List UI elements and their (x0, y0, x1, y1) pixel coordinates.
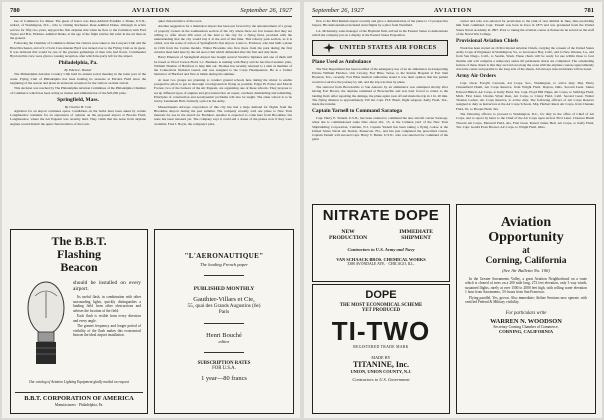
article-paragraph: Agitation for an airport continues apace. Candidates on the ballot have been asked by certain Longmeadow residents for an expression of opinion on the proposed airport at Bowles Field, Longmeadow, where the Air Pageant was recently held. They claim that the noise from airplane engines would disturb the quiet characteristics of the town. (10, 108, 146, 126)
ad-paragraph: Each flash is visible from every direction and every angle. (73, 314, 141, 323)
ad-claim-right (399, 229, 433, 242)
article-paragraph: The following officers to proceed to Washington, D.C., for duty in the office of Chief of Air Corps, and to report by letter to the Chief of the Air Corps upon arrival. First Lieut. Clarence Brush Vincent Air Corps, Maxwell Field, Ala. First Lieut. Robert James Heil, Air Corps, to Kelly Field, Tex. Capt. Gerald Evan Brower, Air Corps, to Wright Field, Ohio. (456, 112, 594, 129)
ad-published: PUBLISHED MONTHLY (193, 286, 255, 292)
article-paragraph: At least two groups are planning to conduct ground schools here during the winter to enable prospective pilots to get as thorough a background in flying as possible. Edgar H. Foster and Morris Forrest, two of the backers of the Air Pageant, are organizing one of these schools. They propose to set up different types of engines and give instruction on repair, overhaul, dismantling and rebuilding. Principles of construction and aerodynamic problems will also be taught. The other school is to be run by Lieutenant Hall, formerly a pilot in the Army. (154, 77, 292, 104)
divider (204, 275, 244, 276)
article-column-left (10, 19, 146, 225)
section-heading: Captain Yarnell to Command Saratoga (312, 108, 402, 115)
article-paragraph: This decision was reached by The Philadelphia Aviation Committee of the Philadelphia Chamber of Commerce which has been acting as trustee and administrator of the $25,000 prize. (10, 86, 146, 95)
banner-text: UNITED STATES AIR FORCES (339, 44, 437, 52)
article-paragraph: Capt. Oscar Forsyth Carwsun, Air Corps, Sec., Washington, to active duty. Maj. Harry Chesterfield Drum, Air Corps Reserve, from Wright Field, Dayton, Ohio. Second Lieut. James Edward Hallett, Air Corps, to Kelly Field, Tex. Capt. Floyd Hill Nipps, Air Corps, to Selfridge Field, Mich. First Lieut. Charles Wyatt Rust, Air Corps, to Crissy Field, Calif. Second Lieut. Walter Thomas Lacher, Air Corps Reserve, to active duty. The following officers of Air Corps Reserve assigned to duty as instructors at the Air Corps Schools. Maj. Herbert Reed, Air Corps, from Chanute Field, Ill., to Brooks Field, Tex. (456, 81, 594, 111)
air-services-banner (312, 40, 448, 56)
ad-body (73, 280, 141, 339)
page-header-left (10, 6, 292, 17)
ad-headline: Corning, California (485, 255, 567, 266)
ad-brand: The B.B.T. (51, 234, 107, 248)
article-column-right (456, 19, 594, 201)
header-title: AVIATION (131, 7, 171, 14)
ad-brand: TI-TWO (331, 316, 431, 346)
ad-address: UNION, UNION COUNTY, N.J. (350, 369, 412, 374)
ad-claim-left (329, 229, 367, 242)
ad-tagline: THE MOST ECONOMICAL SCHEME (339, 303, 423, 308)
ad-contractors: Contractors to U.S. Army and Navy (347, 246, 415, 252)
ad-contractors: Contractors to U.S. Government (352, 377, 410, 382)
ad-address: Manufacturers · Philadelphia, Pa. (54, 403, 104, 407)
aviation-opportunity-ad (456, 204, 596, 414)
section-heading: Springfield, Mass. (57, 96, 99, 103)
ad-kicker: DOPE (365, 289, 397, 301)
ad-rates-region: FOR U.S.A. (212, 366, 236, 371)
ad-registered: REGISTERED TRADE MARK (353, 345, 409, 349)
byline: By Edwin L. Booker (64, 68, 92, 73)
left-page (2, 2, 300, 418)
ad-made-by: MADE BY (371, 355, 391, 360)
section-heading: Army Air Orders (456, 73, 497, 80)
article-paragraph: Work has been started on 16 Provisional Aviation Chiefs, carrying the consent of the United States Army Corps of Engineers in Washington, Va., to Grosvenor Bay, Calif., and to New Orleans, La., and from San Diego, Calif., to Seattle, Wash. These charts will be ready for use within three to four months and will comprise a temporary series till permanent charts are completed. The outstanding feature of these charts is that they are laid out along the coast with the airplane courses approximately down the center and parallel to the long axis of the sheets. All airways runs and marks will be noted. (456, 45, 594, 72)
aeronautique-ad (154, 229, 294, 414)
header-date: September 26, 1927 (312, 7, 364, 14)
ti-two-ad (312, 284, 450, 414)
section-heading: Plane Used as Ambulance (312, 59, 372, 66)
ad-price: 1 year—80 francs (201, 375, 247, 382)
article-paragraph: Following the Chamber of Commerce dinner the visitors were taken to the Lawyers Club and the Hotel Rochester, and at 9 o'clock Casa mander Byrd was turned over to the Flying Club as its guest. It was believed this would be one of the greatest gatherings of men who had flown. Commander Byrd and his crew were given a rousing reception, after which the party left for the airport. (10, 41, 146, 59)
byline: By Charles H. Cole (64, 104, 92, 109)
ad-editor: Henri Bouché (206, 332, 242, 339)
ad-company: TITANINE, Inc. (352, 360, 410, 369)
article-paragraph: The Philadelphia Aviation Country Club held its annual social meeting in the latter part of the week. Flying Club of Philadelphia has been holding its sessions at Pitcairn Field since the beginning of the season and plans an elaborate reception for the visitors on their arrival. (10, 72, 146, 85)
bbt-beacon-ad (10, 229, 148, 414)
ad-paragraph: Flying parallel, Yes, grown. Also immediate; Airline Sessions now operate, with certified Federal & Military visibility. (465, 295, 587, 305)
ad-title: Beacon (60, 260, 98, 274)
ad-publisher: Gauthier-Villars et Cie, (193, 296, 255, 303)
nitrate-dope-ad (312, 204, 450, 282)
ad-tagline: YET PRODUCED (361, 308, 401, 313)
ad-headline: Aviation (500, 215, 552, 230)
article-paragraph: The removal from Brownsville to San Antonio by air ambulance was attempted shortly after having Fort Brown, the airplane remained at Brownsville and was later forced to return to the landing field. After repairing the damage, the plane again took off and made the trip in 1 hr. 20 min. The flying distance is approximately 250 mi. Capt. H.T. Brant, flight surgeon, Kelly Field, Tex., made the transfer. (312, 85, 448, 107)
ad-claim-line: IMMEDIATE (399, 229, 433, 235)
header-date: September 26, 1927 (240, 7, 292, 14)
ad-subtitle: The leading French paper (200, 262, 248, 267)
article-paragraph: Capt. Harry E. Yarnell, U.S.N., has been ordered to command the new aircraft carrier Saratoga, when she is commissioned some time about Oct. 15, at the Camden yard of the New York Shipbuilding Corporation, Camden, N.J. Captain Yarnell has been taking a flying course at the United States Naval Air Station, Pensacola, Fla., and has just completed the prescribed course. Captain Yarnell will succeed Capt. Harry V. Butler, U.S.N., who was selected for command of the giant (312, 116, 448, 142)
ad-address: 55, quai des Grands Augustins (6e) (187, 303, 261, 309)
ad-contact-name: WARREN N. WOODSON (490, 317, 562, 325)
page-number: 781 (584, 7, 594, 14)
section-heading: Philadelphia, Pa. (58, 60, 98, 67)
ad-rates: SUBSCRIPTION RATES (197, 361, 251, 366)
ad-lead: should be installed on every airport. (73, 280, 141, 293)
article-paragraph: The War Department has been notified of the emergency use of an air ambulance in transporting Private William Fletcher, 11th Cavalry, Fort Bliss, Texas, to the Station Hospital at Fort Sam Houston, Tex., recently. Fort Bliss medical authorities stated it was their opinion that the patient would not survive the journey by rail, and the trip was thus by plane. (312, 66, 448, 84)
ad-contact-title: Secretary Corning Chamber of Commerce, (493, 324, 559, 329)
article-paragraph: flew to the Bird Rankin airport recently and gave a demonstration of the plane to 15 prospective buyers. His demonstration included stunt flights by a pilot from Westfield. (312, 19, 448, 28)
page-header-right (312, 6, 594, 17)
article-paragraph: bee of Commerce for dinner. The guest of honor was Rear-Admiral Franklin J. Drake, U.S.N., retired, of Washington, D.C., who is visiting Rochester. Rear-Admiral Drake, although in active service for fifty-two years, enjoyed his first airplane ride when he flew to the formation with Fred Taylor and H.G. Holmes. Admiral Drake, at the age of the flight said he felt safer in the air than on the ground. (10, 19, 146, 40)
ad-claim-line: SHIPMENT (401, 235, 432, 242)
ad-company: B.B.T. CORPORATION OF AMERICA (15, 392, 143, 402)
page-number: 780 (10, 7, 20, 14)
article-paragraph: Another suggestion for a municipal airport has been put forward by the announcement of a group of property owners in the southeastern section of the city where there are few houses that they are willing to offer about 200 acres of the land to the city for a flying field, provided with the understanding that the city would buy it at the end of that time. This Liberty park section, as it is called, was the scene of action of Springfield's first airport, Louis G. Erickson, who had built a plane in 1916 from the Curtiss models. Walter Brookins also flew there from the park during the first aviation meet held here by the old Aero Club which disbanded after the first and only meet. (154, 24, 292, 54)
ad-title: "L'AERONAUTIQUE" (184, 252, 264, 260)
ad-paragraph: In the Greater Sacramento Valley, a great Aviation Neighborhood on a route which is cleared of trees on a 200 mile long, 272 feet elevation, only 3 way winds, sustained flights, rarely at over 1500 to 2000 feet high, with rolling water elevation 1 hour from Sacramento, 3½ hours from San Francisco. (465, 277, 587, 295)
article-column-left (312, 19, 448, 201)
ad-subline: (See Air Bulletin No. 106) (502, 268, 550, 273)
ad-claims (313, 229, 449, 242)
article-paragraph: quiet characteristics of the town. (158, 19, 203, 23)
ad-claim-line: PRODUCTION (328, 235, 368, 242)
ad-body (465, 277, 587, 305)
divider (204, 352, 244, 353)
article-paragraph: Massachusetts Airways corporation of this city has had a large demand for flights from the Brookline Airport during the past summer. The company recently sold one plane to New York interests for use in the search for Bochkon. Another is expected to come here from Brookline, but none has been released yet. The company says it could sell a dozen of the planes now if they were available. Fred J. Boyle, the company's pilot, (154, 104, 292, 126)
beacon-lamp-icon (23, 278, 69, 370)
ad-footer-cta: For particulars write (505, 310, 547, 316)
ad-editor-role: editor (218, 339, 230, 344)
section-heading: Provisional Aviation Chiefs (456, 38, 519, 44)
article-paragraph: Harry Emerson of Springfield Airport has bought several Swallow biplanes and one of them will be based at Wood Carson Field, L.I. Business is rushing with Harry and he has hired another pilot, William Thomas of Hartford, to help him out. Thomas has recently returned to a stint as member of the Connecticut National Guard, and was assigned to the Corps Headquarters. He is a former instructor of Hartford and flew at Orkin during the summer. (154, 55, 292, 77)
ad-title: NITRATE DOPE (322, 207, 440, 224)
ad-company: VAN SCHAACK BROS. CHEMICAL WORKS (336, 256, 426, 262)
ad-claim-line: NEW (341, 229, 355, 235)
ad-footer-note: Our catalog of Aviation Lighting Equipment gladly mailed on request (29, 380, 129, 384)
ad-paragraph: Its useful flash, in combination with other surrounding lights, quickly distinguishes a landing field from other obstructions and advises the location of the field. (73, 295, 141, 313)
article-paragraph: carrier and who was selected for promotion to the rank of rear admiral in June, thus precluding him from command. Capt. Yarnell was born in Iowa in 1875 and was graduated from the United States Naval Academy in 1897. Prior to taking the aviation course at Pensacola he served on the staff of the Naval War College. (456, 19, 594, 36)
article-paragraph: J.A. McGinnity, sales manager of the Hayhurst firm, arrived in the Eastern States to demonstrate which the company put on a display at the Eastern States Exposition. (312, 28, 448, 37)
header-title: AVIATION (433, 7, 473, 14)
ad-contact-city: CORNING, CALIFORNIA (498, 328, 554, 334)
ad-address: 3380 AVONDALE AVE. · CHICAGO, ILL. (347, 261, 415, 266)
eagle-emblem-icon (323, 43, 335, 53)
divider (204, 323, 244, 324)
ad-headline: at (522, 245, 530, 255)
article-column-right (154, 19, 292, 225)
ad-headline: Opportunity (488, 230, 564, 245)
right-page (304, 2, 602, 418)
ad-paragraph: The greater frequency and longer period of visibility of the flash makes this economical beacon the ideal airport installation. (73, 324, 141, 338)
ad-title: Flashing (56, 247, 101, 261)
ad-city: Paris (218, 309, 230, 315)
